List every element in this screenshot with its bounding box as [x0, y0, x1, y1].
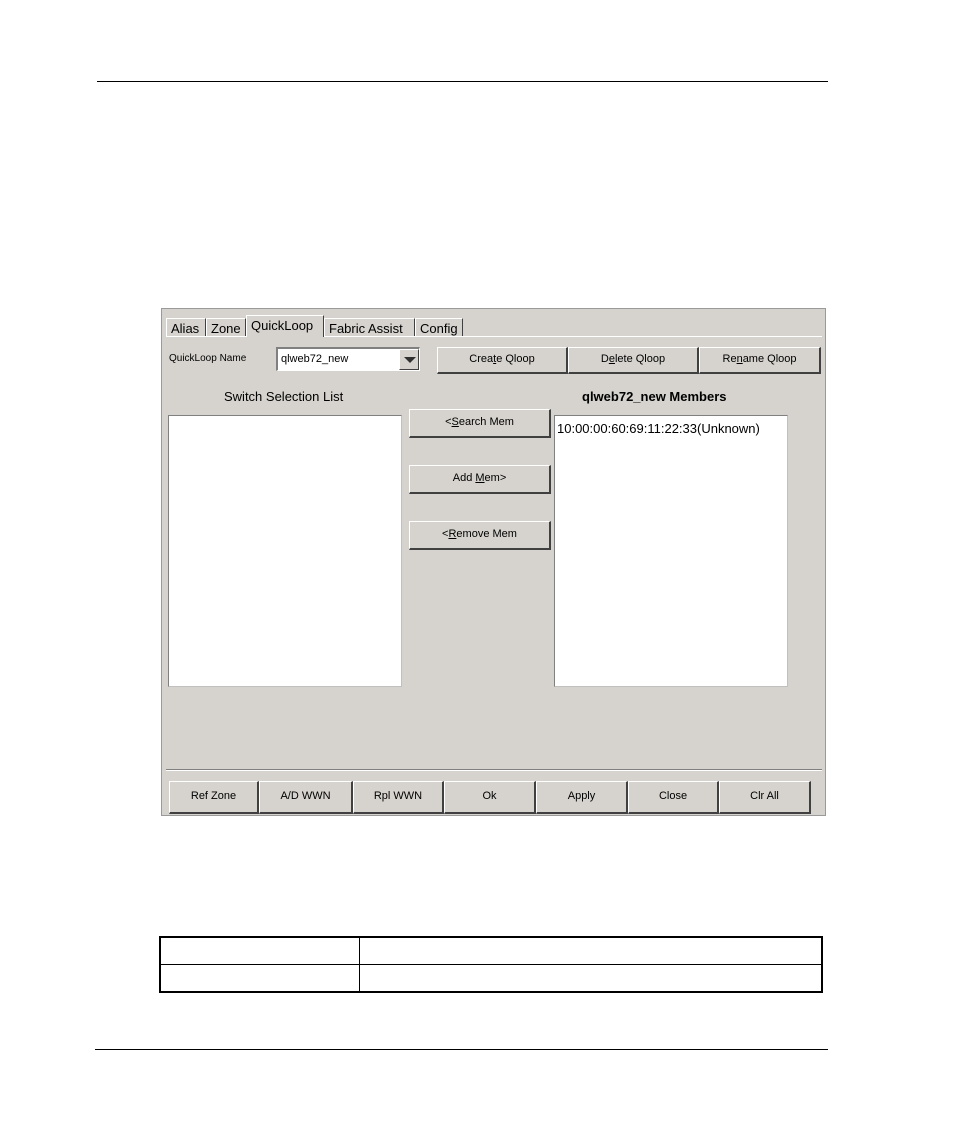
list-item[interactable]: 10:00:00:60:69:11:22:33(Unknown): [557, 421, 760, 436]
rename-qloop-label: Rename Qloop: [722, 353, 797, 365]
tab-fabric-assist[interactable]: Fabric Assist: [324, 318, 415, 336]
add-mem-label: Add Mem>: [452, 472, 507, 484]
table-cell: [160, 937, 360, 965]
table-row: [160, 937, 822, 965]
quickloop-name-value: qlweb72_new: [281, 353, 349, 365]
close-button[interactable]: Close: [628, 781, 719, 814]
page-header-rule: [97, 81, 828, 82]
create-qloop-button[interactable]: [437, 347, 568, 374]
delete-qloop-label: Delete Qloop: [600, 353, 666, 365]
search-mem-label: <Search Mem: [445, 416, 514, 428]
page-footer-rule: [95, 1049, 828, 1050]
switch-selection-list[interactable]: [168, 415, 402, 687]
members-list[interactable]: [554, 415, 788, 687]
dialog-separator: [166, 769, 822, 771]
quickloop-name-combo[interactable]: [276, 347, 420, 371]
quickloop-name-label: QuickLoop Name: [169, 353, 247, 364]
search-mem-button[interactable]: [409, 409, 551, 438]
clr-all-button[interactable]: Clr All: [719, 781, 811, 814]
description-table: [159, 936, 823, 993]
table-row: [160, 965, 822, 993]
tab-config[interactable]: Config: [415, 318, 463, 336]
rpl-wwn-button[interactable]: Rpl WWN: [353, 781, 444, 814]
remove-mem-label: <Remove Mem: [442, 528, 517, 540]
rename-qloop-button[interactable]: [699, 347, 821, 374]
remove-mem-button[interactable]: [409, 521, 551, 550]
delete-qloop-button[interactable]: [568, 347, 699, 374]
zoning-dialog: [161, 308, 826, 816]
chevron-down-icon[interactable]: [399, 349, 419, 370]
tab-alias[interactable]: Alias: [166, 318, 206, 336]
table-cell: [360, 965, 823, 993]
table-cell: [160, 965, 360, 993]
table-cell: [360, 937, 823, 965]
switch-selection-title: Switch Selection List: [224, 389, 344, 404]
add-mem-button[interactable]: [409, 465, 551, 494]
ok-button[interactable]: Ok: [444, 781, 536, 814]
ref-zone-button[interactable]: Ref Zone: [169, 781, 259, 814]
apply-button[interactable]: Apply: [536, 781, 628, 814]
members-title: qlweb72_new Members: [582, 389, 727, 404]
tab-zone[interactable]: Zone: [206, 318, 246, 336]
tab-quickloop[interactable]: QuickLoop: [246, 315, 324, 337]
ad-wwn-button[interactable]: A/D WWN: [259, 781, 353, 814]
create-qloop-label: Create Qloop: [469, 353, 535, 365]
